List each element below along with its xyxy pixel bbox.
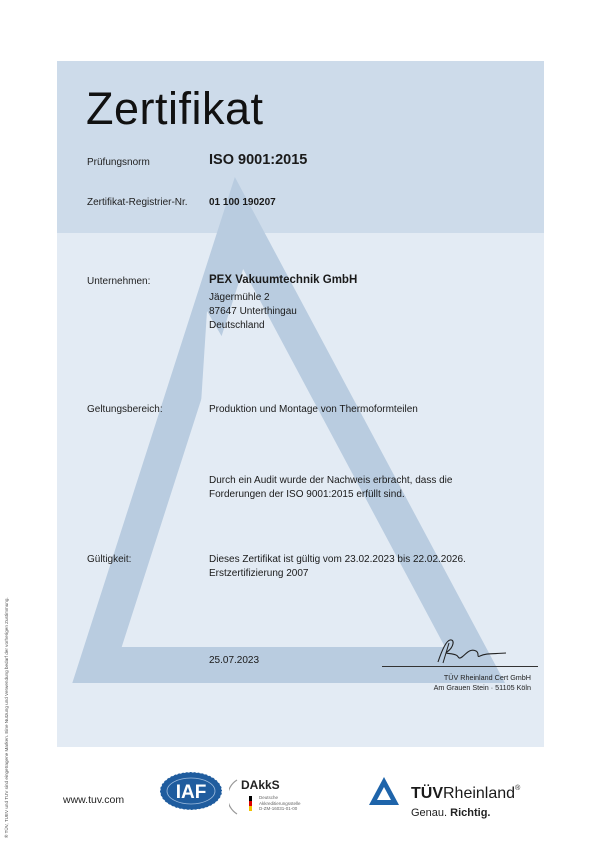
standard-value: ISO 9001:2015 [209, 152, 308, 168]
issuer-name: TÜV Rheinland Cert GmbH [443, 673, 531, 682]
address-line: Jägermühle 2 [209, 292, 270, 303]
trademark-notice: ® TÜV, TUEV und TUV sind eingetragene Marken. Eine Nutzung und Verwendung bedarf der vorherigen Zustimmung. [4, 597, 9, 838]
audit-text-line: Forderungen der ISO 9001:2015 erfüllt sind. [209, 489, 405, 500]
slogan-bold: Richtig. [450, 807, 491, 819]
standard-label: Prüfungsnorm [87, 157, 150, 168]
brand-mark: ® [515, 785, 521, 792]
iaf-label: IAF [175, 782, 207, 803]
dakks-subtext-line: Deutsche [259, 795, 279, 800]
address-line: 87647 Unterthingau [209, 306, 297, 317]
dakks-subtext [259, 795, 301, 812]
issue-date: 25.07.2023 [209, 655, 260, 666]
address-line: Deutschland [209, 320, 265, 331]
scope-value: Produktion und Montage von Thermoformteilen [209, 404, 418, 415]
slogan-regular: Genau. [411, 807, 451, 819]
website-text: www.tuv.com [63, 794, 125, 806]
tuv-triangle-logo-icon [367, 774, 401, 808]
audit-text-line: Durch ein Audit wurde der Nachweis erbracht, dass die [209, 475, 453, 486]
validity-label: Gültigkeit: [87, 554, 132, 565]
dakks-subtext-line: Akkreditierungsstelle [259, 800, 301, 806]
dakks-label: DAkkS [241, 778, 280, 792]
scope-label: Geltungsbereich: [87, 404, 163, 415]
first-certification: Erstzertifizierung 2007 [209, 568, 309, 579]
dakks-subtext-line: D-ZM-16031-01-00 [259, 806, 298, 811]
registry-label: Zertifikat-Registrier-Nr. [87, 197, 188, 208]
brand-bold: TÜV [411, 785, 443, 802]
signature-icon [432, 635, 510, 667]
company-name: PEX Vakuumtechnik GmbH [209, 274, 358, 286]
dakks-logo [229, 772, 333, 822]
registry-value: 01 100 190207 [209, 197, 276, 208]
brand-regular: Rheinland [443, 785, 516, 802]
signature-line [382, 666, 538, 667]
issuer-address: Am Grauen Stein · 51105 Köln [433, 683, 531, 692]
tuv-rheinland-wordmark [411, 785, 520, 803]
validity-value: Dieses Zertifikat ist gültig vom 23.02.2023 bis 22.02.2026. [209, 554, 466, 565]
iaf-logo-icon [158, 770, 224, 812]
certificate-panel [57, 61, 544, 747]
company-label: Unternehmen: [87, 276, 151, 287]
certificate-title: Zertifikat [86, 83, 264, 134]
tuv-slogan [411, 807, 490, 819]
issuer-block [434, 673, 531, 693]
